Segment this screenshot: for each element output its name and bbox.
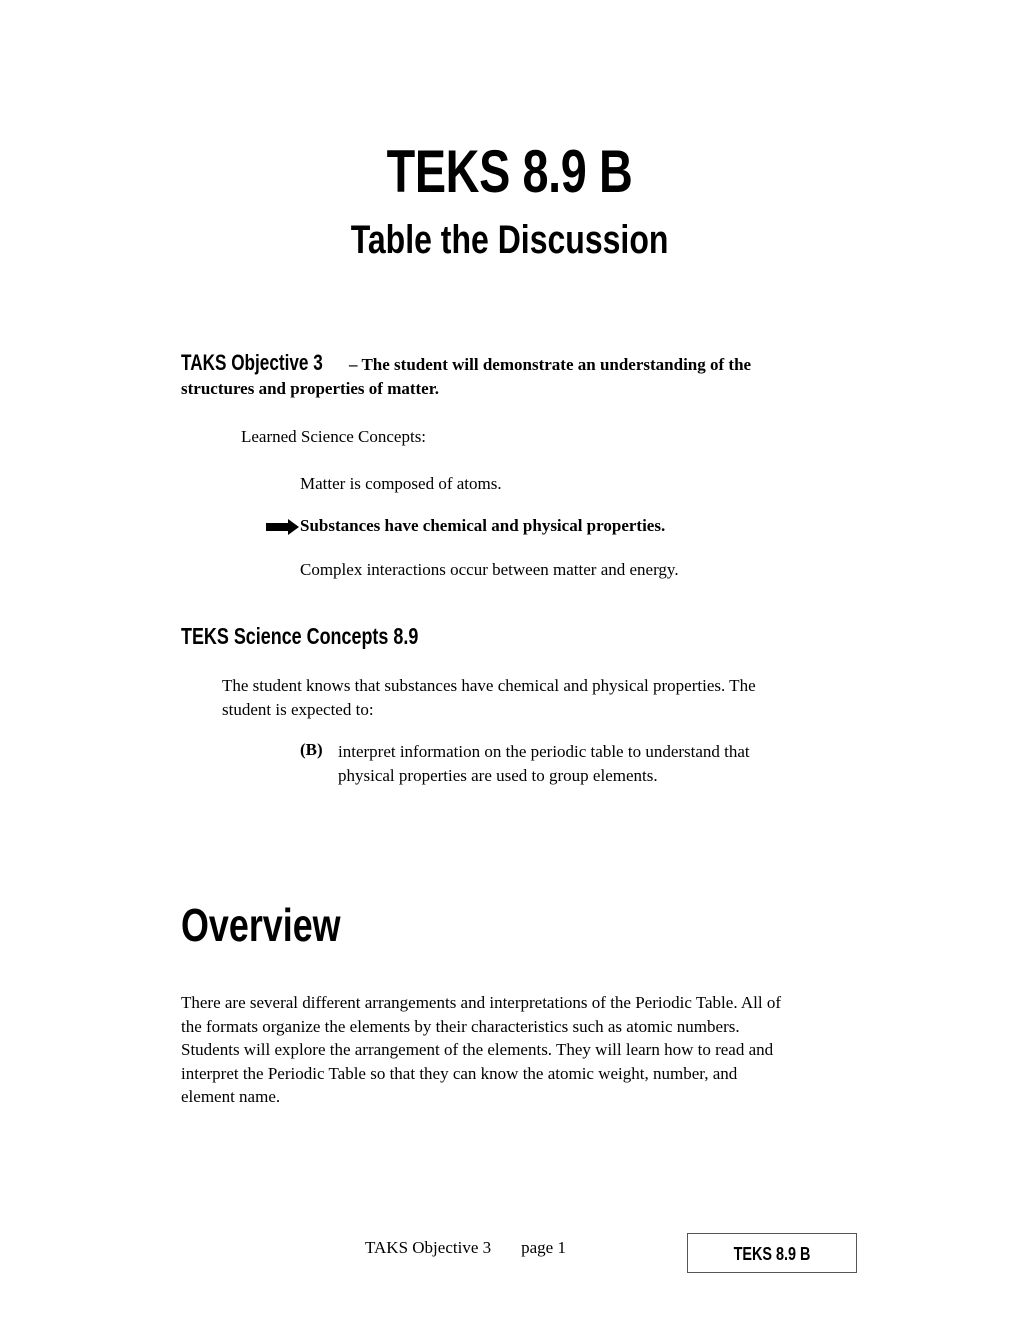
objective-statement: [181, 351, 801, 401]
overview-heading-text: Overview: [181, 899, 341, 951]
page-subtitle: [0, 218, 1020, 263]
concept-item-highlighted: Substances have chemical and physical properties.: [300, 516, 666, 535]
page-subtitle-text: Table the Discussion: [351, 218, 669, 262]
overview-heading: [181, 898, 386, 952]
concept-item: Complex interactions occur between matter and energy.: [300, 560, 679, 579]
footer-objective: TAKS Objective 3: [365, 1238, 492, 1257]
teks-heading-text: TEKS Science Concepts 8.9: [181, 623, 419, 649]
objective-heading: TAKS Objective 3: [181, 350, 323, 375]
page-title: [0, 137, 1020, 206]
page-title-text: TEKS 8.9 B: [387, 138, 633, 205]
footer-teks-box: [687, 1233, 857, 1273]
footer-page-number: page 1: [521, 1238, 566, 1257]
footer-teks-label: TEKS 8.9 B: [733, 1244, 811, 1264]
concept-item: Matter is composed of atoms.: [300, 474, 502, 493]
concepts-label: Learned Science Concepts:: [241, 427, 427, 446]
objective-text: – The student will demonstrate an understanding of the structures and properties of matter.: [181, 355, 752, 398]
footer: [365, 1238, 566, 1258]
right-arrow-icon: [266, 519, 300, 535]
teks-item-label: (B): [300, 740, 323, 759]
teks-item-text: interpret information on the periodic table to understand that physical properties are used to group elements.: [338, 742, 750, 785]
overview-paragraph: There are several different arrangements and interpretations of the Periodic Table. All of the formats organize the elements by their characteristics such as atomic numbers. Students will explore the arrangement of the elements. They will learn how to read and interpret the Periodic Table so that they can know the atomic weight, number, and element name.: [181, 993, 782, 1106]
teks-paragraph: The student knows that substances have chemical and physical properties. The student is expected to:: [222, 676, 756, 719]
teks-heading: [181, 623, 485, 650]
